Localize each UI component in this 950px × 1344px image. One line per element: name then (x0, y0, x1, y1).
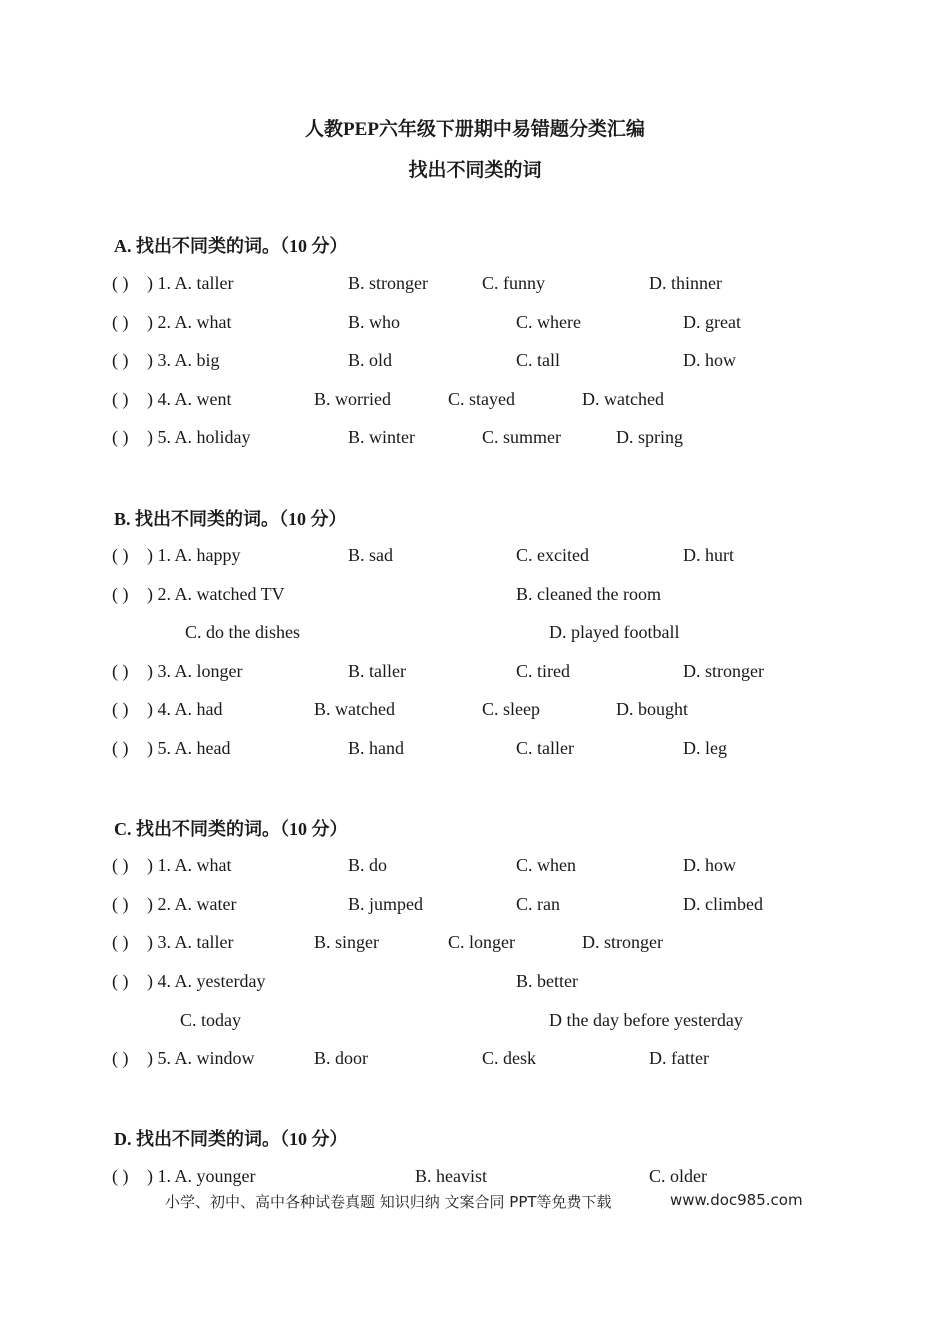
page-subtitle: 找出不同类的词 (408, 160, 542, 181)
option-a: ) 2. A. water (147, 894, 237, 914)
option-c: C. sleep (482, 699, 540, 719)
option-d: D the day before yesterday (549, 1010, 743, 1030)
answer-blank: ( ) (112, 1166, 129, 1186)
option-b: B. watched (314, 699, 395, 719)
question-row (0, 545, 950, 571)
footer-url-link[interactable]: www.doc985.com (670, 1191, 803, 1209)
question-row (0, 1048, 950, 1074)
question-row (0, 738, 950, 764)
option-b: B. who (348, 312, 401, 332)
option-d: D. how (683, 350, 736, 370)
answer-blank: ( ) (112, 661, 129, 681)
answer-blank: ( ) (112, 584, 129, 604)
answer-blank: ( ) (112, 932, 129, 952)
option-c: C. ran (516, 894, 560, 914)
option-d: D. bought (616, 699, 688, 719)
option-b: B. heavist (415, 1166, 487, 1186)
question-row (0, 894, 950, 920)
option-a: ) 4. A. went (147, 389, 232, 409)
section-c-heading: C. 找出不同类的词。（10 分） (114, 819, 348, 839)
answer-blank: ( ) (112, 971, 129, 991)
option-d: D. stronger (582, 932, 663, 952)
option-b: B. sad (348, 545, 393, 565)
option-a: ) 1. A. taller (147, 273, 234, 293)
option-d: D. how (683, 855, 736, 875)
option-a: ) 1. A. younger (147, 1166, 256, 1186)
option-a: ) 5. A. head (147, 738, 231, 758)
option-b: B. singer (314, 932, 379, 952)
question-row (0, 661, 950, 687)
option-a: ) 1. A. what (147, 855, 232, 875)
option-c: C. where (516, 312, 581, 332)
question-row (0, 584, 950, 610)
option-d: D. watched (582, 389, 664, 409)
answer-blank: ( ) (112, 855, 129, 875)
answer-blank: ( ) (112, 427, 129, 447)
option-d: D. stronger (683, 661, 764, 681)
section-a-heading: A. 找出不同类的词。（10 分） (114, 236, 348, 256)
option-b: B. hand (348, 738, 404, 758)
option-b: B. winter (348, 427, 415, 447)
answer-blank: ( ) (112, 738, 129, 758)
option-b: B. do (348, 855, 388, 875)
question-row (0, 932, 950, 958)
question-row-continued (0, 1010, 950, 1036)
option-a: ) 2. A. watched TV (147, 584, 285, 604)
option-a: ) 5. A. holiday (147, 427, 251, 447)
option-c: C. when (516, 855, 576, 875)
answer-blank: ( ) (112, 312, 129, 332)
option-a: ) 2. A. what (147, 312, 232, 332)
option-c: C. funny (482, 273, 545, 293)
option-c: C. desk (482, 1048, 536, 1068)
option-a: ) 1. A. happy (147, 545, 241, 565)
option-d: D. hurt (683, 545, 734, 565)
option-a: ) 3. A. longer (147, 661, 243, 681)
option-c: C. older (649, 1166, 707, 1186)
footer-text: 小学、初中、高中各种试卷真题 知识归纳 文案合同 PPT等免费下载 (165, 1193, 612, 1211)
option-d: D. played football (549, 622, 680, 642)
answer-blank: ( ) (112, 545, 129, 565)
option-a: ) 5. A. window (147, 1048, 255, 1068)
question-row (0, 427, 950, 453)
page-title: 人教PEP六年级下册期中易错题分类汇编 (305, 119, 645, 140)
option-d: D. fatter (649, 1048, 709, 1068)
option-b: B. jumped (348, 894, 423, 914)
question-row (0, 350, 950, 376)
option-d: D. thinner (649, 273, 722, 293)
question-row (0, 312, 950, 338)
option-b: B. old (348, 350, 393, 370)
option-c: C. taller (516, 738, 574, 758)
question-row (0, 855, 950, 881)
option-a: ) 3. A. big (147, 350, 220, 370)
option-d: D. climbed (683, 894, 763, 914)
option-a: ) 3. A. taller (147, 932, 234, 952)
option-b: B. door (314, 1048, 368, 1068)
question-row (0, 971, 950, 997)
section-b-heading: B. 找出不同类的词。（10 分） (114, 509, 347, 529)
answer-blank: ( ) (112, 389, 129, 409)
question-row (0, 273, 950, 299)
question-row (0, 389, 950, 415)
answer-blank: ( ) (112, 699, 129, 719)
question-row (0, 699, 950, 725)
answer-blank: ( ) (112, 350, 129, 370)
question-row (0, 1166, 950, 1192)
option-a: ) 4. A. yesterday (147, 971, 266, 991)
option-a: ) 4. A. had (147, 699, 223, 719)
option-b: B. better (516, 971, 578, 991)
option-b: B. stronger (348, 273, 428, 293)
option-d: D. leg (683, 738, 727, 758)
option-c: C. stayed (448, 389, 515, 409)
option-c: C. tired (516, 661, 570, 681)
option-c: C. summer (482, 427, 561, 447)
page-footer (165, 1191, 803, 1212)
section-d-heading: D. 找出不同类的词。（10 分） (114, 1129, 348, 1149)
answer-blank: ( ) (112, 894, 129, 914)
option-c: C. excited (516, 545, 589, 565)
option-c: C. today (180, 1010, 241, 1030)
option-c: C. longer (448, 932, 515, 952)
option-c: C. do the dishes (185, 622, 300, 642)
option-b: B. taller (348, 661, 406, 681)
option-b: B. cleaned the room (516, 584, 661, 604)
answer-blank: ( ) (112, 273, 129, 293)
answer-blank: ( ) (112, 1048, 129, 1068)
option-d: D. great (683, 312, 741, 332)
option-c: C. tall (516, 350, 560, 370)
question-row-continued (0, 622, 950, 648)
option-d: D. spring (616, 427, 683, 447)
option-b: B. worried (314, 389, 391, 409)
